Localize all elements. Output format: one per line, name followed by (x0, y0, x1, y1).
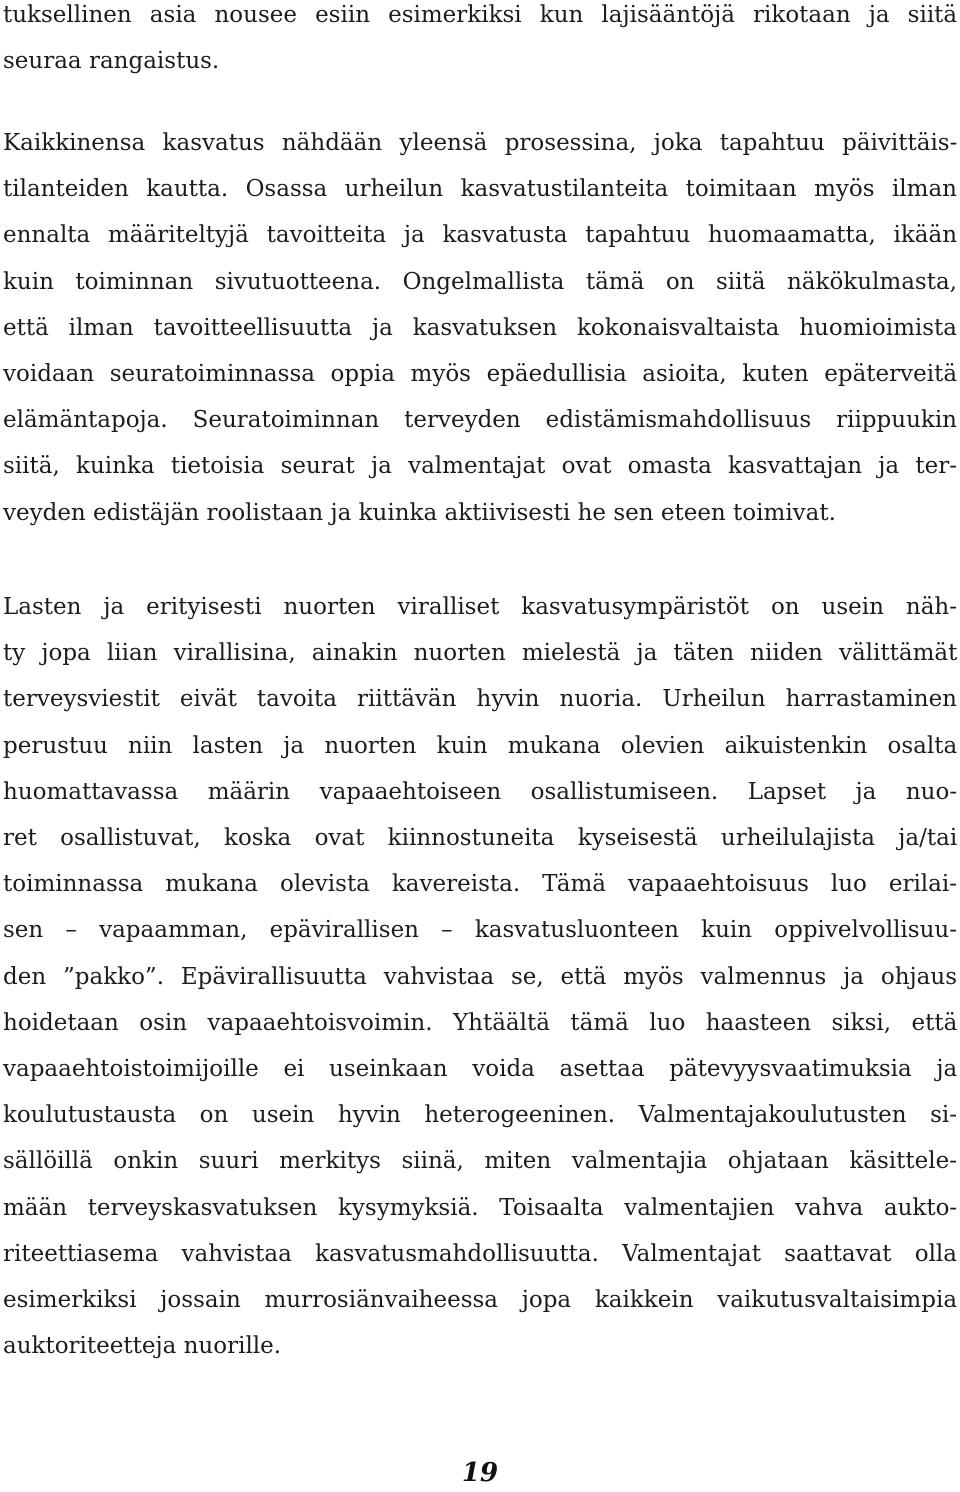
paragraph-2 (3, 120, 957, 536)
page-number: 19 (461, 1458, 499, 1488)
text-line: huomattavassa määrin vapaaehtoiseen osallistumiseen. Lapset ja nuo- (3, 778, 958, 805)
text-line: ret osallistuvat, koska ovat kiinnostuneita kyseisestä urheilulajista ja/tai (3, 825, 958, 852)
text-line: koulutustausta on usein hyvin heterogeeninen. Valmentajakoulutusten si- (3, 1102, 957, 1129)
text-line: perustuu niin lasten ja nuorten kuin mukana olevien aikuistenkin osalta (3, 732, 958, 759)
text-line: ennalta määriteltyjä tavoitteita ja kasvatusta tapahtuu huomaamatta, ikään (3, 222, 958, 249)
text-line: siitä, kuinka tietoisia seurat ja valmentajat ovat omasta kasvattajan ja ter- (3, 453, 957, 480)
text-line: sen – vapaamman, epävirallisen – kasvatusluonteen kuin oppivelvollisuu- (3, 917, 957, 944)
text-line: tuksellinen asia nousee esiin esimerkiksi kun lajisääntöjä rikotaan ja siitä (3, 2, 958, 28)
paragraph-3 (3, 584, 957, 1369)
text-line: kuin toiminnan sivutuotteena. Ongelmallista tämä on siitä näkökulmasta, (3, 268, 957, 295)
text-line: Lasten ja erityisesti nuorten viralliset kasvatusympäristöt on usein näh- (3, 594, 957, 620)
text-line: esimerkiksi jossain murrosiänvaiheessa jopa kaikkein vaikutusvaltaisimpia (3, 1287, 958, 1314)
text-line: seuraa rangaistus. (3, 48, 220, 75)
paragraph-1 (3, 0, 957, 84)
text-line: sällöillä onkin suuri merkitys siinä, miten valmentajia ohjataan käsittele- (3, 1148, 957, 1175)
text-line: Kaikkinensa kasvatus nähdään yleensä prosessina, joka tapahtuu päivittäis- (3, 130, 958, 156)
text-line: riteettiasema vahvistaa kasvatusmahdollisuutta. Valmentajat saattavat olla (3, 1240, 957, 1267)
text-line: tilanteiden kautta. Osassa urheilun kasvatustilanteita toimitaan myös ilman (3, 176, 957, 203)
text-line: hoidetaan osin vapaaehtoisvoimin. Yhtäältä tämä luo haasteen siksi, että (3, 1009, 958, 1036)
text-line: voidaan seuratoiminnassa oppia myös epäedullisia asioita, kuten epäterveitä (3, 361, 958, 388)
text-line: elämäntapoja. Seuratoiminnan terveyden edistämismahdollisuus riippuukin (3, 407, 957, 434)
text-line: veyden edistäjän roolistaan ja kuinka aktiivisesti he sen eteen toimivat. (3, 499, 836, 526)
text-line: mään terveyskasvatuksen kysymyksiä. Toisaalta valmentajien vahva aukto- (3, 1194, 958, 1221)
text-line: den ”pakko”. Epävirallisuutta vahvistaa se, että myös valmennus ja ohjaus (3, 963, 957, 990)
text-line: terveysviestit eivät tavoita riittävän hyvin nuoria. Urheilun harrastaminen (3, 686, 957, 713)
text-line: että ilman tavoitteellisuutta ja kasvatuksen kokonaisvaltaista huomioimista (3, 314, 957, 341)
text-line: vapaaehtoistoimijoille ei useinkaan voida asettaa pätevyysvaatimuksia ja (3, 1056, 958, 1083)
text-line: ty jopa liian virallisina, ainakin nuorten mielestä ja täten niiden välittämät (3, 640, 958, 667)
text-line: toiminnassa mukana olevista kavereista. Tämä vapaaehtoisuus luo erilai- (3, 871, 957, 898)
text-line: auktoriteetteja nuorille. (3, 1333, 282, 1360)
